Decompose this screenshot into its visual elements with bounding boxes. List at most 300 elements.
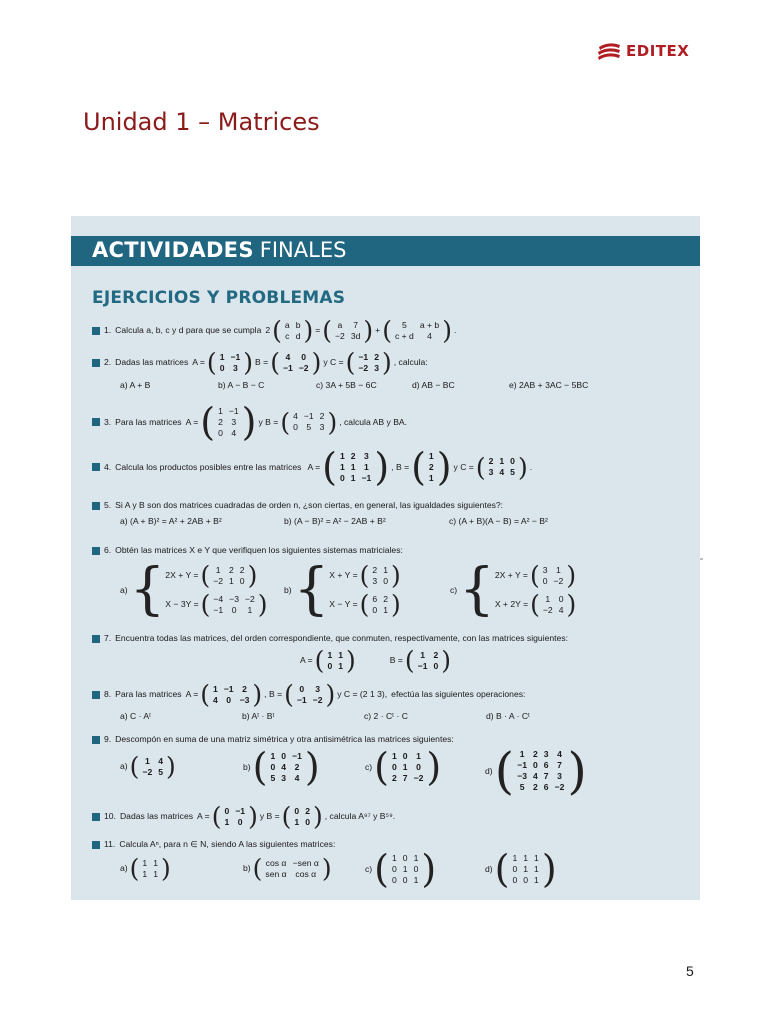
exercise-number: 1. bbox=[104, 325, 112, 335]
matrix-cell: 2 bbox=[488, 456, 494, 466]
label-A: A = bbox=[307, 461, 321, 472]
matrix-cell: 1 bbox=[215, 564, 221, 575]
matrix-cell: 1 bbox=[416, 750, 421, 761]
matrix-e1-right bbox=[382, 318, 452, 343]
paren-left: ( bbox=[281, 802, 292, 831]
exercise-5 bbox=[92, 500, 503, 511]
matrix-body bbox=[210, 565, 247, 587]
matrix-cell: 2 bbox=[319, 411, 325, 421]
matrix-cell: 7 bbox=[557, 760, 562, 770]
brace: { bbox=[293, 557, 330, 622]
matrix-cell: 2 bbox=[372, 564, 378, 575]
matrix-cell: 1 bbox=[247, 604, 253, 615]
matrix-cell: 0 bbox=[392, 863, 397, 874]
matrix-cell: −1 bbox=[296, 694, 307, 705]
matrix-e6-c1 bbox=[530, 563, 576, 588]
matrix-cell: 1 bbox=[224, 816, 230, 827]
paren-left: ( bbox=[252, 854, 263, 883]
exercise-text: Para las matrices bbox=[115, 416, 182, 427]
matrix-cell: 3d bbox=[350, 330, 361, 341]
paren-left: ( bbox=[475, 452, 486, 482]
part-a: a) C · Aᵗ bbox=[120, 711, 152, 721]
paren-left: ( bbox=[404, 646, 415, 675]
coefficient: 2 bbox=[265, 325, 271, 335]
matrix-cell: 0 bbox=[392, 874, 397, 885]
paren-left: ( bbox=[382, 316, 392, 345]
matrix-body bbox=[369, 565, 391, 587]
matrix-e6-b1 bbox=[360, 563, 401, 588]
matrix-cell: 1 bbox=[142, 868, 148, 879]
exercise-9-part-c bbox=[365, 745, 443, 789]
matrix-cell: 4 bbox=[294, 772, 300, 783]
activities-banner bbox=[71, 236, 700, 266]
matrix-cell: 1 bbox=[327, 649, 333, 660]
exercise-tail: , calcula A⁹⁷ y B⁵⁹. bbox=[324, 811, 396, 821]
matrix-cell: 0 bbox=[542, 575, 548, 586]
matrix-cell: 1 bbox=[534, 863, 539, 874]
label-B: B = bbox=[389, 655, 403, 665]
matrix-cell: 0 bbox=[402, 852, 408, 863]
matrix-cell: 0 bbox=[294, 805, 300, 816]
matrix-cell: 3 bbox=[364, 450, 369, 461]
matrix-cell: 0 bbox=[293, 422, 298, 432]
matrix-cell: 5 bbox=[306, 422, 312, 432]
matrix-cell: −2 bbox=[244, 593, 255, 604]
matrix-cell: −1 bbox=[223, 683, 234, 694]
part-e: e) 2AB + 3AC − 5BC bbox=[509, 380, 589, 390]
paren-right: ) bbox=[257, 590, 268, 619]
part-b: b) (A − B)² = A² − 2AB + B² bbox=[284, 516, 386, 526]
matrix-cell: 0 bbox=[231, 604, 237, 615]
matrix-e7-B bbox=[405, 648, 451, 673]
paren-left: ( bbox=[284, 680, 294, 709]
paren-left: ( bbox=[129, 854, 140, 883]
brace: { bbox=[129, 557, 166, 622]
part-c: c) (A + B)(A − B) = A² − B² bbox=[449, 516, 548, 526]
matrix-cell: −1 bbox=[517, 760, 527, 770]
paren-right: ) bbox=[311, 348, 322, 377]
exercise-text: Si A y B son dos matrices cuadradas de orden n, ¿son ciertas, en general, las igualdades siguientes?: bbox=[115, 500, 504, 510]
matrix-cell: 2 bbox=[239, 564, 245, 575]
exercise-10 bbox=[92, 804, 395, 829]
label-A: A = bbox=[197, 811, 210, 821]
paren-left: ( bbox=[374, 847, 389, 891]
editex-logo bbox=[596, 38, 689, 64]
exercise-tail: efectúa las siguientes operaciones: bbox=[391, 689, 526, 699]
matrix-cell: −3 bbox=[229, 593, 239, 604]
matrix-body bbox=[217, 352, 244, 374]
banner-light: FINALES bbox=[259, 238, 347, 262]
paren-right: ) bbox=[382, 348, 392, 377]
matrix-cell: 2 bbox=[532, 749, 538, 759]
exercise-4 bbox=[92, 445, 533, 489]
banner-bold: ACTIVIDADES bbox=[92, 238, 254, 262]
matrix-cell: 0 bbox=[510, 456, 515, 466]
equation-lhs: 2X + Y = bbox=[494, 570, 528, 580]
paren-left: ( bbox=[200, 680, 210, 709]
matrix-body bbox=[369, 594, 391, 616]
exercise-number: 5. bbox=[104, 500, 112, 510]
paren-left: ( bbox=[272, 316, 282, 345]
matrix-e9-b bbox=[252, 745, 320, 789]
part-label: a) bbox=[120, 863, 128, 873]
matrix-cell: 0 bbox=[413, 863, 419, 874]
matrix-cell: 5 bbox=[158, 766, 164, 777]
period: . bbox=[453, 325, 457, 335]
matrix-body bbox=[540, 565, 567, 587]
exercise-tail: , calcula: bbox=[393, 357, 428, 367]
matrix-cell: 0 bbox=[239, 575, 245, 586]
matrix-cell: 1 bbox=[402, 863, 408, 874]
matrix-cell: 1 bbox=[392, 750, 397, 761]
exercise-3 bbox=[92, 400, 408, 444]
paren-left: ( bbox=[252, 745, 268, 789]
matrix-cell: d bbox=[295, 330, 301, 341]
matrix-e1-middle bbox=[322, 318, 373, 343]
paren-right: ) bbox=[252, 680, 263, 709]
matrix-cell: 1 bbox=[218, 405, 223, 416]
label-B: B = bbox=[255, 357, 269, 367]
exercise-6-system-b bbox=[284, 557, 403, 622]
paren-right: ) bbox=[363, 316, 374, 345]
section-title: EJERCICIOS Y PROBLEMAS bbox=[92, 288, 346, 308]
paren-left: ( bbox=[129, 752, 140, 781]
matrix-cell: 2 bbox=[383, 593, 388, 604]
exercise-6-system-a bbox=[120, 557, 270, 622]
exercise-number: 4. bbox=[104, 461, 112, 472]
matrix-e3-B bbox=[280, 407, 338, 437]
matrix-cell: 1 bbox=[383, 604, 388, 615]
paren-left: ( bbox=[280, 407, 291, 437]
matrix-cell: −2 bbox=[413, 772, 424, 783]
matrix-cell: −1 bbox=[292, 750, 302, 761]
matrix-cell: 1 bbox=[428, 450, 434, 461]
matrix-cell: c bbox=[285, 330, 290, 341]
matrix-cell: −2 bbox=[542, 604, 553, 615]
matrix-e3-A bbox=[200, 400, 257, 444]
matrix-cell: 1 bbox=[270, 750, 276, 761]
matrix-e8-A bbox=[200, 682, 262, 707]
matrix-cell: 0 bbox=[270, 761, 276, 772]
matrix-e4-C bbox=[475, 452, 528, 482]
part-label: d) bbox=[485, 863, 493, 874]
matrix-cell: −2 bbox=[554, 782, 565, 792]
part-d: d) AB − BC bbox=[412, 380, 455, 390]
matrix-body bbox=[267, 751, 304, 784]
matrix-cell: 4 bbox=[499, 467, 505, 477]
matrix-cell: 3 bbox=[319, 422, 325, 432]
part-label: b) bbox=[243, 761, 251, 772]
paren-right: ) bbox=[566, 561, 577, 590]
matrix-cell: 1 bbox=[402, 761, 408, 772]
paren-left: ( bbox=[200, 400, 216, 444]
matrix-cell: 1 bbox=[339, 450, 345, 461]
paren-right: ) bbox=[517, 452, 528, 482]
period: . bbox=[529, 461, 533, 472]
exercise-text: Obtén las matrices X e Y que verifiquen los siguientes sistemas matriciales: bbox=[115, 545, 403, 555]
bullet-icon bbox=[92, 841, 100, 849]
matrix-cell: 1 bbox=[534, 874, 539, 885]
matrix-cell: 2 bbox=[294, 761, 300, 772]
matrix-cell: 0 bbox=[219, 362, 225, 373]
matrix-cell: 2 bbox=[433, 649, 439, 660]
matrix-cell: −1 bbox=[361, 472, 372, 483]
exercise-tail: , calcula AB y BA. bbox=[339, 416, 408, 427]
exercise-number: 8. bbox=[104, 689, 112, 699]
matrix-cell: 1 bbox=[512, 852, 518, 863]
exercise-number: 3. bbox=[104, 416, 112, 427]
exercise-text: Dadas las matrices bbox=[119, 811, 194, 821]
matrix-cell: 1 bbox=[338, 649, 343, 660]
exercise-number: 11. bbox=[104, 839, 116, 849]
paren-left: ( bbox=[322, 316, 333, 345]
matrix-cell: 2 bbox=[428, 461, 434, 472]
matrix-cell: −3 bbox=[239, 694, 250, 705]
matrix-cell: 7 bbox=[543, 771, 549, 781]
exercise-text: Dadas las matrices bbox=[115, 357, 189, 367]
part-label: a) bbox=[120, 761, 128, 771]
part-b: b) Aᵗ · Bᵗ bbox=[242, 711, 275, 721]
matrix-cell: 1 bbox=[219, 351, 225, 362]
exercise-7 bbox=[92, 633, 568, 644]
exercise-9 bbox=[92, 734, 454, 745]
matrix-cell: 0 bbox=[281, 750, 287, 761]
matrix-body bbox=[139, 858, 161, 880]
matrix-cell: 4 bbox=[558, 604, 564, 615]
paren-right: ) bbox=[441, 646, 452, 675]
part-a: a) (A + B)² = A² + 2AB + B² bbox=[120, 516, 222, 526]
paren-left: ( bbox=[270, 348, 280, 377]
equation-lhs: X − Y = bbox=[329, 599, 358, 609]
matrix-body bbox=[415, 650, 442, 672]
exercise-9-part-d bbox=[485, 742, 589, 800]
paren-left: ( bbox=[211, 802, 222, 831]
matrix-e10-B bbox=[282, 804, 323, 829]
matrix-body bbox=[215, 406, 242, 439]
exercise-number: 6. bbox=[104, 545, 112, 555]
matrix-cell: 5 bbox=[402, 319, 407, 330]
matrix-cell: 1 bbox=[339, 461, 345, 472]
matrix-cell: 0 bbox=[237, 816, 243, 827]
matrix-body bbox=[291, 806, 313, 828]
paren-right: ) bbox=[436, 445, 452, 489]
label-A: A = bbox=[192, 357, 205, 367]
exercise-6-system-c bbox=[450, 557, 578, 622]
matrix-cell: 4 bbox=[281, 761, 287, 772]
paren-right: ) bbox=[426, 745, 442, 789]
matrix-cell: 3 bbox=[488, 467, 494, 477]
matrix-e1-left bbox=[272, 318, 313, 343]
matrix-cell: a bbox=[284, 319, 290, 330]
matrix-cell: 1 bbox=[294, 816, 300, 827]
matrix-cell: 1 bbox=[420, 649, 425, 660]
paren-left: ( bbox=[314, 646, 325, 675]
paren-right: ) bbox=[312, 802, 323, 831]
matrix-e2-C bbox=[346, 350, 392, 375]
matrix-cell: −2 bbox=[335, 330, 345, 341]
matrix-cell: 0 bbox=[383, 575, 388, 586]
matrix-cell: 0 bbox=[558, 593, 564, 604]
equation-lhs: X + Y = bbox=[329, 570, 358, 580]
matrix-cell: 1 bbox=[364, 461, 369, 472]
matrix-body bbox=[290, 411, 327, 433]
label-B: , B = bbox=[264, 689, 283, 699]
matrix-cell: 1 bbox=[350, 472, 356, 483]
matrix-cell: 1 bbox=[153, 868, 158, 879]
matrix-body bbox=[426, 451, 437, 484]
matrix-cell: 2 bbox=[532, 782, 538, 792]
matrix-cell: 7 bbox=[353, 319, 359, 330]
matrix-cell: −1 bbox=[213, 604, 224, 615]
matrix-body bbox=[389, 751, 426, 784]
paren-left: ( bbox=[345, 348, 356, 377]
matrix-cell: 3 bbox=[374, 362, 379, 373]
matrix-e9-a bbox=[130, 754, 176, 779]
paren-left: ( bbox=[200, 561, 211, 590]
bullet-icon bbox=[92, 736, 100, 744]
equation-lhs: 2X + Y = bbox=[165, 570, 199, 580]
matrix-cell: −1 bbox=[358, 351, 369, 362]
matrix-cell: 1 bbox=[392, 852, 397, 863]
matrix-cell: −2 bbox=[553, 575, 564, 586]
paren-right: ) bbox=[327, 407, 338, 437]
matrix-e11-d bbox=[494, 847, 557, 891]
exercise-number: 2. bbox=[104, 357, 112, 367]
matrix-cell: 2 bbox=[374, 351, 379, 362]
bullet-icon bbox=[92, 418, 100, 426]
matrix-cell: 1 bbox=[144, 755, 150, 766]
equals-sign: = bbox=[315, 325, 321, 335]
exercise-text: Para las matrices bbox=[115, 689, 182, 699]
part-d: d) B · A · Cᵗ bbox=[486, 711, 530, 721]
matrix-cell: 4 bbox=[158, 755, 164, 766]
matrix-body bbox=[389, 853, 421, 886]
matrix-cell: 1 bbox=[383, 564, 388, 575]
matrix-cell: −4 bbox=[213, 593, 224, 604]
paren-right: ) bbox=[566, 590, 577, 619]
matrix-cell: 0 bbox=[339, 472, 345, 483]
matrix-cell: 0 bbox=[402, 874, 408, 885]
matrix-body bbox=[262, 858, 321, 880]
part-label: b) bbox=[243, 863, 251, 873]
matrix-body bbox=[337, 451, 374, 484]
matrix-e6-b2 bbox=[360, 592, 401, 617]
exercise-11-part-c bbox=[365, 847, 438, 891]
bullet-icon bbox=[92, 502, 100, 510]
matrix-cell: 3 bbox=[232, 362, 238, 373]
paren-left: ( bbox=[411, 445, 426, 489]
exercise-6 bbox=[92, 545, 403, 556]
bullet-icon bbox=[92, 463, 100, 471]
bullet-icon bbox=[92, 327, 100, 335]
matrix-cell: 2 bbox=[350, 450, 356, 461]
matrix-cell: 1 bbox=[523, 852, 529, 863]
paren-left: ( bbox=[494, 742, 515, 800]
matrix-e6-a2 bbox=[201, 592, 268, 617]
matrix-cell: 4 bbox=[293, 411, 298, 421]
exercise-7-matrices bbox=[300, 648, 453, 673]
matrix-cell: 0 bbox=[226, 694, 232, 705]
matrix-cell: cos α bbox=[295, 868, 317, 879]
matrix-cell: 0 bbox=[433, 660, 439, 671]
label-C: y C = bbox=[323, 357, 344, 367]
matrix-e9-c bbox=[374, 745, 442, 789]
matrix-e11-a bbox=[130, 856, 171, 881]
part-label: a) bbox=[120, 584, 128, 595]
paren-right: ) bbox=[567, 742, 587, 800]
matrix-cell: 1 bbox=[338, 660, 343, 671]
paren-right: ) bbox=[160, 854, 171, 883]
matrix-cell: 0 bbox=[416, 761, 421, 772]
page-title: Unidad 1 – Matrices bbox=[83, 108, 320, 136]
matrix-cell: 2 bbox=[242, 683, 247, 694]
brace: { bbox=[459, 557, 495, 622]
matrix-body bbox=[324, 650, 346, 672]
paren-left: ( bbox=[530, 590, 540, 619]
paren-right: ) bbox=[243, 348, 254, 377]
matrix-cell: 1 bbox=[556, 564, 561, 575]
bullet-icon bbox=[92, 635, 100, 643]
label-A: A = bbox=[185, 689, 199, 699]
matrix-cell: 0 bbox=[218, 427, 223, 438]
matrix-cell: 3 bbox=[542, 564, 548, 575]
matrix-body bbox=[221, 806, 248, 828]
exercise-2 bbox=[92, 350, 428, 375]
label-C: y C = (2 1 3), bbox=[337, 689, 388, 699]
matrix-cell: 0 bbox=[523, 874, 529, 885]
matrix-body bbox=[540, 594, 567, 616]
paren-right: ) bbox=[241, 400, 257, 444]
part-label: b) bbox=[284, 584, 292, 595]
matrix-body bbox=[392, 320, 442, 342]
matrix-cell: −2 bbox=[298, 362, 309, 373]
label-A: A = bbox=[300, 655, 313, 665]
label-B: y B = bbox=[259, 811, 280, 821]
part-label: c) bbox=[450, 584, 458, 595]
matrix-e10-A bbox=[212, 804, 258, 829]
matrix-cell: 3 bbox=[372, 575, 378, 586]
matrix-cell: 1 bbox=[428, 472, 434, 483]
paren-right: ) bbox=[248, 802, 258, 831]
matrix-cell: −2 bbox=[312, 694, 323, 705]
matrix-cell: −1 bbox=[230, 351, 241, 362]
matrix-cell: 4 bbox=[285, 351, 291, 362]
exercise-8 bbox=[92, 682, 525, 707]
part-b: b) A − B − C bbox=[218, 380, 265, 390]
matrix-body bbox=[210, 594, 257, 616]
paren-right: ) bbox=[166, 752, 176, 781]
matrix-cell: 3 bbox=[557, 771, 562, 781]
matrix-cell: 6 bbox=[372, 593, 378, 604]
exercise-9-part-a bbox=[120, 754, 178, 779]
matrix-cell: 1 bbox=[534, 852, 539, 863]
matrix-e11-b bbox=[253, 856, 332, 881]
matrix-e4-A bbox=[322, 445, 390, 489]
paren-right: ) bbox=[247, 561, 258, 590]
matrix-body bbox=[139, 756, 166, 778]
matrix-cell: a + b bbox=[419, 319, 440, 330]
part-a: a) A + B bbox=[120, 380, 151, 390]
matrix-cell: 1 bbox=[413, 852, 419, 863]
matrix-cell: −1 bbox=[282, 362, 293, 373]
matrix-cell: sen α bbox=[265, 868, 287, 879]
label-A: A = bbox=[185, 416, 199, 427]
paren-left: ( bbox=[529, 561, 540, 590]
matrix-body bbox=[294, 684, 326, 706]
exercise-1 bbox=[92, 318, 456, 343]
matrix-cell: 0 bbox=[532, 760, 538, 770]
exercise-11-part-a bbox=[120, 856, 173, 881]
